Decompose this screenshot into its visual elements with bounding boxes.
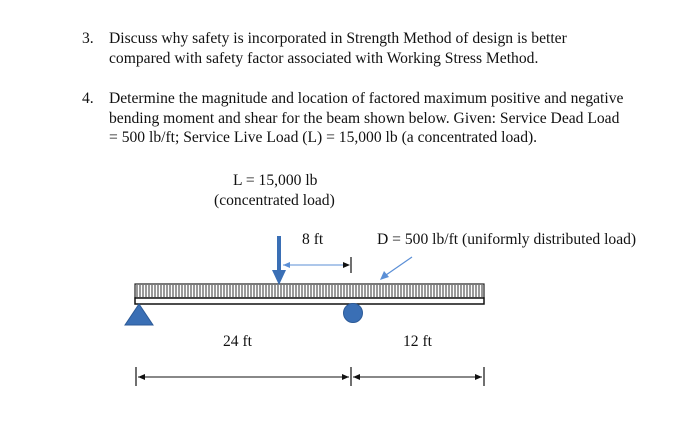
dead-load-label: D = 500 lb/ft (uniformly distributed load) — [377, 231, 637, 248]
live-load-description: (concentrated load) — [214, 192, 335, 209]
span-length-label: 24 ft — [223, 333, 253, 350]
question-3-line: compared with safety factor associated with Working Stress Method. — [109, 49, 539, 67]
distributed-load-band — [135, 284, 484, 298]
offset-dimension-label: 8 ft — [302, 231, 324, 248]
overhang-length-label: 12 ft — [403, 333, 433, 350]
pin-support — [125, 304, 153, 325]
question-4-line: Determine the magnitude and location of factored maximum positive and negative — [109, 90, 624, 107]
question-4-number: 4. — [82, 90, 94, 107]
question-4-line: bending moment and shear for the beam shown below. Given: Service Dead Load — [109, 109, 620, 127]
span-dimension-line — [136, 367, 484, 386]
concentrated-load-arrow — [272, 236, 286, 285]
beam — [135, 298, 484, 304]
offset-dimension — [283, 257, 351, 273]
question-4-line: = 500 lb/ft; Service Live Load (L) = 15,000 lb (a concentrated load). — [109, 129, 538, 146]
dead-load-leader — [380, 257, 412, 280]
question-3-number: 3. — [82, 30, 94, 47]
question-3-line: Discuss why safety is incorporated in Strength Method of design is better — [109, 30, 567, 47]
live-load-label: L = 15,000 lb — [233, 172, 318, 189]
roller-support — [344, 304, 363, 323]
